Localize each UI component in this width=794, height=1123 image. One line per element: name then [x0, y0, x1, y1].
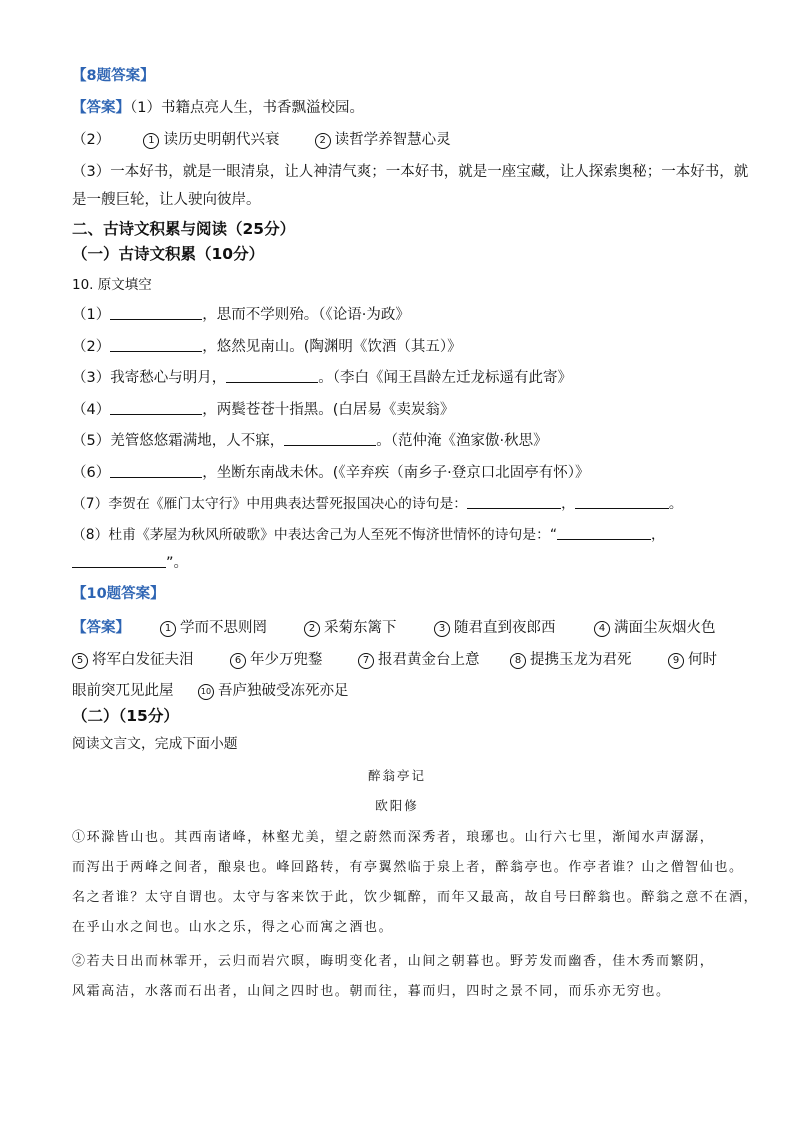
blank-line: [110, 305, 202, 320]
section-title: 二、古诗文积累与阅读（25分）: [72, 220, 296, 238]
essay-p1-line2: 而泻出于两峰之间者，酿泉也。峰回路转，有亭翼然临于泉上者，醉翁亭也。作亭者谁？山之僧智仙也。: [72, 860, 744, 875]
blank-line: [575, 494, 669, 509]
q8-answer-header: 【8题答案】: [72, 68, 155, 84]
answer-text: 随君直到夜郎西: [454, 620, 556, 636]
q10-answer-row3: [72, 679, 732, 699]
blank-line: [72, 553, 166, 568]
blank-line: [226, 368, 318, 383]
circled-number-6: 6: [230, 653, 246, 669]
blank-line: [110, 463, 202, 478]
blank-line: [110, 337, 202, 352]
item-prefix: （2）: [72, 339, 111, 355]
item-prefix: （4）: [72, 402, 111, 418]
item-suffix: ，思而不学则殆。（《论语·为政》: [202, 307, 410, 323]
q8-answer-line2: [72, 130, 451, 150]
answer-item-9: [668, 648, 717, 669]
answer-text: 提携玉龙为君死: [530, 652, 632, 668]
fill-item-2: [72, 337, 462, 357]
item-suffix: ，悠然见南山。(陶渊明《饮酒（其五）》: [202, 339, 462, 355]
answer-text: 将军白发征夫泪: [92, 652, 194, 668]
blank-line: [467, 494, 561, 509]
item-separator: ，: [651, 527, 665, 543]
essay-p1-line4: 在乎山水之间也。山水之乐，得之心而寓之酒也。: [72, 920, 394, 935]
answer-text: 满面尘灰烟火色: [614, 620, 716, 636]
item-prefix: （3）我寄愁心与明月，: [72, 370, 227, 386]
circled-number-1: 1: [160, 621, 176, 637]
circled-number-1: 1: [143, 133, 159, 149]
fill-item-4: [72, 400, 454, 420]
circled-number-9: 9: [668, 653, 684, 669]
answer-text: （1）书籍点亮人生，书香飘溢校园。: [130, 100, 364, 116]
item-suffix: ”。: [166, 555, 189, 571]
essay-p2-line2: 风霜高洁，水落而石出者，山间之四时也。朝而往，暮而归，四时之景不同，而乐亦无穷也。: [72, 984, 671, 999]
subsection-2-title: （二）（15分）: [72, 707, 179, 725]
q8-answer-line3: （3）一本好书，就是一眼清泉，让人神清气爽；一本好书，就是一座宝藏，让人探索奥秘；一本好书，就: [72, 164, 749, 180]
item-suffix: ，两鬓苍苍十指黑。(白居易《卖炭翁》: [202, 402, 455, 418]
answer-item-3: [434, 616, 556, 637]
fill-item-8-cont: [72, 553, 188, 573]
circled-number-10: 10: [198, 684, 214, 700]
circled-number-2: 2: [315, 133, 331, 149]
item-suffix: 。: [668, 496, 683, 512]
q10-answer-row1: [72, 616, 732, 636]
circled-number-2: 2: [304, 621, 320, 637]
item-number: （2）: [72, 132, 111, 148]
item-prefix: （7）李贺在《雁门太守行》中用典表达誓死报国决心的诗句是：: [72, 496, 468, 512]
circled-number-8: 8: [510, 653, 526, 669]
question-10-title: 10. 原文填空: [72, 277, 152, 293]
answer-item-1: [160, 616, 267, 637]
q10-answer-row2: [72, 648, 732, 668]
item-suffix: 。（范仲淹《渔家傲·秋思》: [376, 433, 548, 449]
answer-label: 【答案】: [72, 620, 130, 636]
answer-text: 吾庐独破受冻死亦足: [218, 683, 349, 699]
fill-item-7: [72, 494, 683, 514]
answer-text: 学而不思则罔: [180, 620, 267, 636]
answer-item: 读哲学养智慧心灵: [334, 132, 451, 148]
blank-line: [284, 431, 376, 446]
q8-answer-line1: [72, 98, 364, 118]
q8-answer-line4: 是一艘巨轮，让人驶向彼岸。: [72, 192, 261, 208]
answer-text: 年少万兜鍪: [250, 652, 323, 668]
reading-instruction: 阅读文言文，完成下面小题: [72, 736, 238, 752]
essay-p1-line1: ①环滁皆山也。其西南诸峰，林壑尤美，望之蔚然而深秀者，琅琊也。山行六七里，渐闻水声潺潺，: [72, 830, 715, 845]
subsection-title: （一）古诗文积累（10分）: [72, 245, 265, 263]
item-prefix: （5）羌管悠悠霜满地，人不寐，: [72, 433, 285, 449]
fill-item-1: [72, 305, 410, 325]
answer-label: 【答案】: [72, 100, 130, 116]
circled-number-4: 4: [594, 621, 610, 637]
essay-author: 欧阳修: [375, 798, 419, 813]
item-prefix: （1）: [72, 307, 111, 323]
answer-text: 报君黄金台上意: [378, 652, 480, 668]
circled-number-7: 7: [358, 653, 374, 669]
q10-answer-header: 【10题答案】: [72, 586, 165, 602]
answer-item-2: [304, 616, 397, 637]
item-prefix: （6）: [72, 465, 111, 481]
answer-item-8: [510, 648, 632, 669]
fill-item-8: [72, 525, 665, 545]
answer-text: 何时: [688, 652, 717, 668]
item-separator: ，: [561, 496, 575, 512]
answer-item-9-cont: 眼前突兀见此屋: [72, 683, 174, 699]
blank-line: [557, 525, 651, 540]
answer-item-5: [72, 648, 194, 669]
blank-line: [110, 400, 202, 415]
essay-p2-line1: ②若夫日出而林霏开，云归而岩穴暝，晦明变化者，山间之朝暮也。野芳发而幽香，佳木秀而繁阴，: [72, 954, 715, 969]
answer-item-10: [198, 679, 349, 700]
answer-item: 读历史明朝代兴衰: [163, 132, 280, 148]
fill-item-5: [72, 431, 548, 451]
essay-p1-line3: 名之者谁？太守自谓也。太守与客来饮于此，饮少辄醉，而年又最高，故自号曰醉翁也。醉翁之意不在酒，: [72, 890, 759, 905]
answer-item-7: [358, 648, 480, 669]
fill-item-3: [72, 368, 572, 388]
essay-title: 醉翁亭记: [367, 768, 426, 783]
fill-item-6: [72, 463, 590, 483]
answer-text: 采菊东篱下: [324, 620, 397, 636]
item-prefix: （8）杜甫《茅屋为秋风所破歌》中表达舍己为人至死不悔济世情怀的诗句是：“: [72, 527, 558, 543]
answer-item-6: [230, 648, 323, 669]
item-suffix: 。（李白《闻王昌龄左迁龙标遥有此寄》: [318, 370, 572, 386]
circled-number-5: 5: [72, 653, 88, 669]
circled-number-3: 3: [434, 621, 450, 637]
item-suffix: ，坐断东南战未休。(《辛弃疾（南乡子·登京口北固亭有怀）》: [202, 465, 590, 481]
answer-item-4: [594, 616, 716, 637]
